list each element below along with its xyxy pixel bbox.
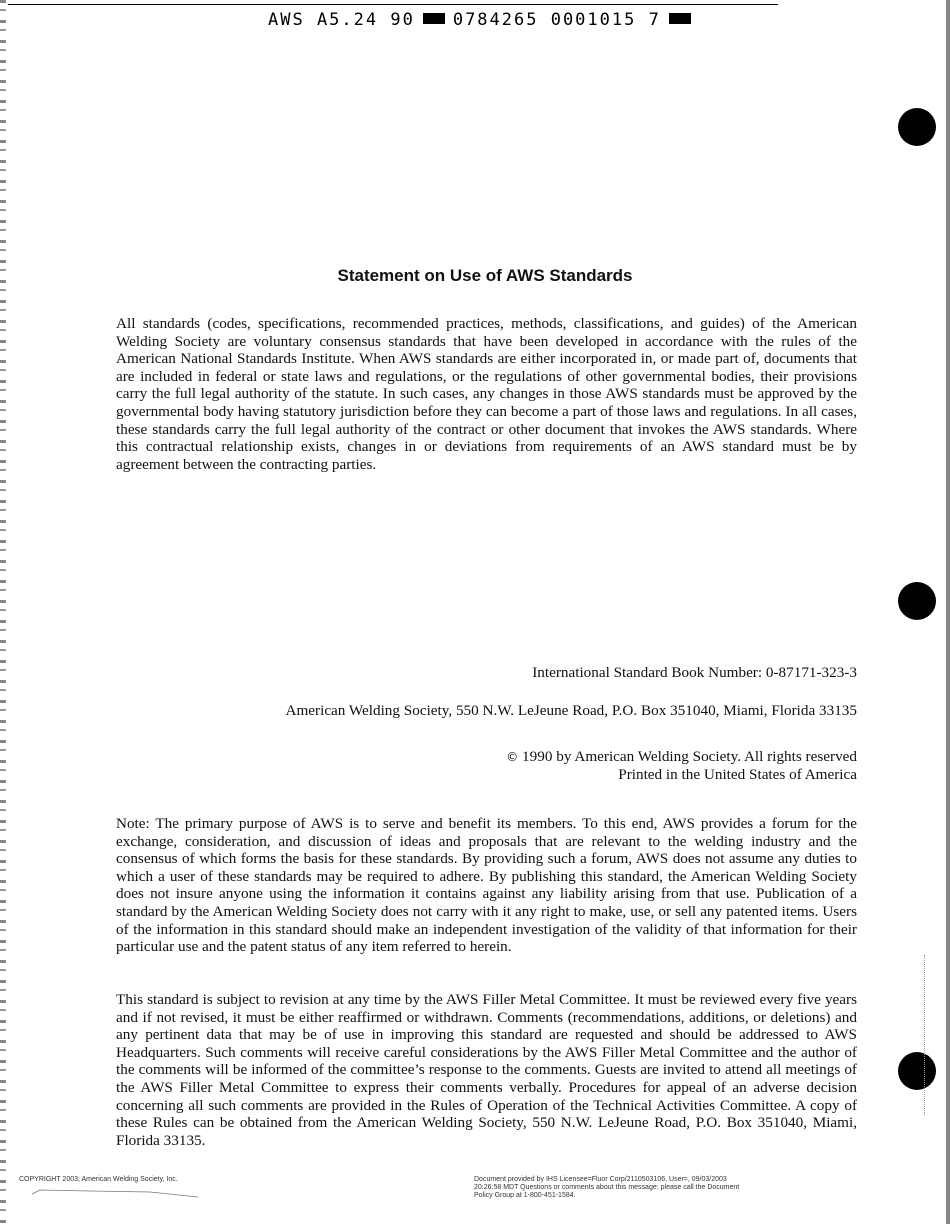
scan-dotted-mark (924, 955, 926, 1115)
copyright-line (506, 748, 857, 766)
footer-line: 20:26:58 MDT Questions or comments about this message: please call the Document (474, 1184, 740, 1191)
scan-edge-right (946, 0, 950, 1224)
black-block-mark (423, 13, 445, 24)
footer-scribble (30, 1186, 200, 1198)
document-code-header (268, 10, 699, 30)
header-rule (8, 4, 778, 5)
scan-edge-left (0, 0, 6, 1224)
punch-hole (898, 108, 936, 146)
punch-hole (898, 582, 936, 620)
page-title: Statement on Use of AWS Standards (337, 266, 633, 285)
copyright-symbol: © (506, 750, 519, 764)
copyright-text: 1990 by American Welding Society. All rights reserved (522, 748, 857, 765)
footer-line: Policy Group at 1-800-451-1584. (474, 1192, 576, 1199)
footer-copyright: COPYRIGHT 2003; American Welding Society, Inc. (19, 1176, 178, 1183)
statement-paragraph: All standards (codes, specifications, recommended practices, methods, classifications, and guides) of the American Welding Society are voluntary consensus standards that have been developed in accordance with the rules of the American National Standards Institute. When AWS standards are either incorporated in, or made part of, documents that are included in federal or state laws and regulations, or the regulations of other governmental bodies, their provisions carry the full legal authority of the statute. In such cases, any changes in those AWS standards must be approved by the governmental body having statutory jurisdiction before they can become a part of those laws and regulations. In all cases, these standards carry the full legal authority of the contract or other document that invokes the AWS standards. Where this contractual relationship exists, changes in or deviations from requirements of an AWS standard must be by agreement between the contracting parties. (116, 315, 857, 473)
footer-line: Document provided by IHS Licensee=Fluor Corp/2110503106, User=, 09/03/2003 (474, 1176, 727, 1183)
printed-line: Printed in the United States of America (618, 766, 857, 783)
isbn-line: International Standard Book Number: 0-87171-323-3 (532, 664, 857, 681)
black-block-mark (669, 13, 691, 24)
punch-hole (898, 1052, 936, 1090)
publisher-address: American Welding Society, 550 N.W. LeJeune Road, P.O. Box 351040, Miami, Florida 33135 (285, 702, 857, 719)
document-code-part1: AWS A5.24 90 (268, 10, 415, 30)
footer-provider-notice (474, 1176, 784, 1200)
revision-paragraph: This standard is subject to revision at any time by the AWS Filler Metal Committee. It must be reviewed every five years and if not revised, it must be either reaffirmed or withdrawn. Comments (recommendations, additions, or deletions) and any pertinent data that may be of use in improving this standard are requested and should be addressed to AWS Headquarters. Such comments will receive careful considerations by the AWS Filler Metal Committee and the author of the comments will be informed of the committee’s response to the comments. Guests are invited to attend all meetings of the AWS Filler Metal Committee to express their comments verbally. Procedures for appeal of an adverse decision concerning all such comments are provided in the Rules of Operation of the Technical Activities Committee. A copy of these Rules can be obtained from the American Welding Society, 550 N.W. LeJeune Road, P.O. Box 351040, Miami, Florida 33135. (116, 991, 857, 1149)
document-code-part2: 0784265 0001015 7 (452, 10, 661, 30)
note-paragraph: Note: The primary purpose of AWS is to serve and benefit its members. To this end, AWS provides a forum for the exchange, consideration, and discussion of ideas and proposals that are relevant to the welding industry and the consensus of which forms the basis for these standards. By providing such a forum, AWS does not assume any duties to which a user of these standards may be required to adhere. By publishing this standard, the American Welding Society does not insure anyone using the information it contains against any liability arising from that use. Publication of a standard by the American Welding Society does not carry with it any right to make, use, or sell any patented items. Users of the information in this standard should make an independent investigation of the validity of that information for their particular use and the patent status of any item referred to herein. (116, 815, 857, 956)
